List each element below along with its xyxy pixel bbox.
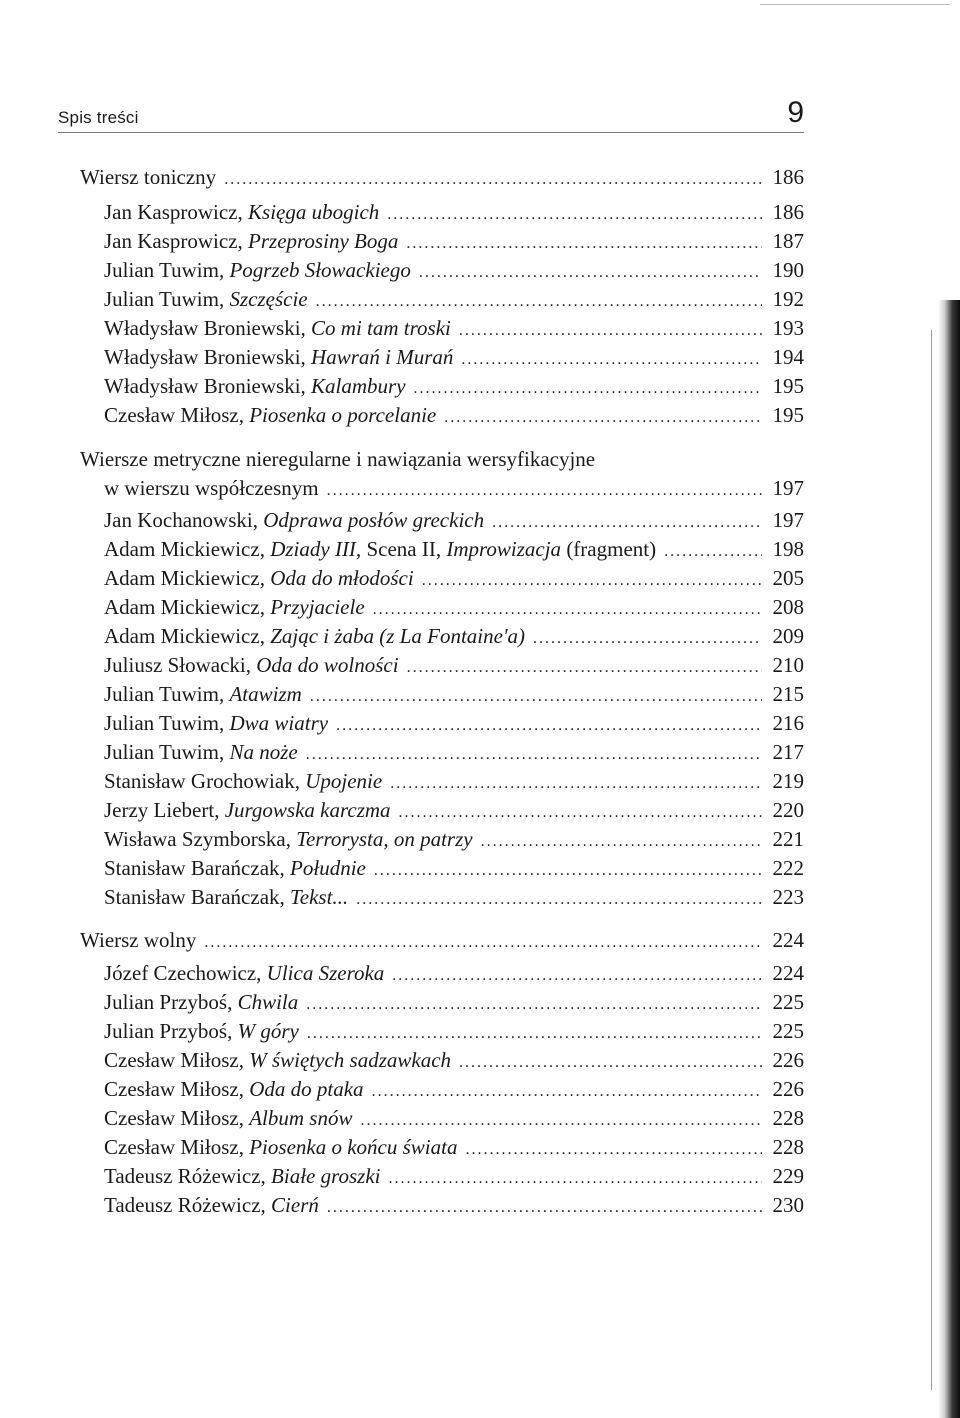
book-spine-shadow — [938, 300, 960, 1418]
toc-entry: Julian Tuwim, Dwa wiatry ..... 216 — [104, 708, 804, 738]
toc-entry: Tadeusz Różewicz, Białe groszki ..... 229 — [104, 1161, 804, 1191]
page-ref: 221 — [772, 827, 804, 851]
page-ref: 226 — [772, 1048, 804, 1072]
toc-entry: Władysław Broniewski, Co mi tam troski ..... 193 — [104, 313, 804, 343]
dot-leader — [356, 885, 762, 915]
page-ref: 225 — [772, 1019, 804, 1043]
toc-entry: Jerzy Liebert, Jurgowska karczma ..... 220 — [104, 795, 804, 825]
page-ref: 215 — [772, 682, 804, 706]
toc-entry: Juliusz Słowacki, Oda do wolności ..... 210 — [104, 650, 804, 680]
toc-entry: Czesław Miłosz, Album snów ..... 228 — [104, 1103, 804, 1133]
toc-entry: Julian Przyboś, Chwila ..... 225 — [104, 987, 804, 1017]
toc-entry: Czesław Miłosz, Piosenka o porcelanie ..... 195 — [104, 400, 804, 430]
running-head-title: Spis treści — [58, 108, 139, 127]
page-ref: 216 — [772, 711, 804, 735]
page-ref: 205 — [772, 566, 804, 590]
toc-entry: Władysław Broniewski, Hawrań i Murań ..... 194 — [104, 342, 804, 372]
page-ref: 223 — [772, 885, 804, 909]
section-heading-line2: w wierszu współczesnym ..... 197 — [104, 473, 804, 503]
toc-entry: Władysław Broniewski, Kalambury ..... 195 — [104, 371, 804, 401]
dot-leader — [224, 165, 762, 195]
page-ref: 229 — [772, 1164, 804, 1188]
dot-leader — [444, 403, 762, 433]
dot-leader — [204, 928, 762, 958]
toc-entry: Jan Kasprowicz, Przeprosiny Boga ..... 187 — [104, 226, 804, 256]
page-ref: 208 — [772, 595, 804, 619]
page-ref: 224 — [772, 961, 804, 985]
page-ref: 226 — [772, 1077, 804, 1101]
page-ref: 193 — [772, 316, 804, 340]
page-ref: 210 — [772, 653, 804, 677]
page-number: 9 — [787, 96, 804, 129]
page-ref: 222 — [772, 856, 804, 880]
toc-entry: Stanisław Grochowiak, Upojenie ..... 219 — [104, 766, 804, 796]
section-heading: Wiersz wolny ..... 224 — [80, 925, 804, 955]
toc-entry: Julian Tuwim, Atawizm ..... 215 — [104, 679, 804, 709]
toc-entry: Julian Przyboś, W góry ..... 225 — [104, 1016, 804, 1046]
toc-entry: Julian Tuwim, Szczęście ..... 192 — [104, 284, 804, 314]
page-ref: 197 — [772, 476, 804, 500]
toc-entry: Czesław Miłosz, Oda do ptaka ..... 226 — [104, 1074, 804, 1104]
page-ref: 192 — [772, 287, 804, 311]
page-ref: 198 — [772, 537, 804, 561]
page-ref: 186 — [772, 200, 804, 224]
page-fold-line — [931, 330, 932, 1390]
section-heading-line1: Wiersze metryczne nieregularne i nawiązania wersyfikacyjne — [80, 447, 596, 471]
page-ref: 219 — [772, 769, 804, 793]
section-heading: Wiersz toniczny ..... 186 — [80, 162, 804, 192]
dot-leader — [327, 476, 762, 506]
toc-entry: Adam Mickiewicz, Zając i żaba (z La Fontaine'a) ..... 209 — [104, 621, 804, 651]
dot-leader — [327, 1193, 762, 1223]
toc-entry: Wisława Szymborska, Terrorysta, on patrzy ..... 221 — [104, 824, 804, 854]
toc-entry: Stanisław Barańczak, Tekst... ..... 223 — [104, 882, 804, 912]
toc-entry: Stanisław Barańczak, Południe ..... 222 — [104, 853, 804, 883]
page-ref: 195 — [772, 374, 804, 398]
page-ref: 186 — [772, 165, 804, 189]
page-ref: 194 — [772, 345, 804, 369]
page-ref: 225 — [772, 990, 804, 1014]
toc-entry: Julian Tuwim, Pogrzeb Słowackiego ..... 190 — [104, 255, 804, 285]
page-ref: 209 — [772, 624, 804, 648]
toc-entry: Czesław Miłosz, W świętych sadzawkach ..... 226 — [104, 1045, 804, 1075]
running-head — [58, 96, 804, 133]
toc-entry: Józef Czechowicz, Ulica Szeroka ..... 224 — [104, 958, 804, 988]
page-ref: 224 — [772, 928, 804, 952]
scan-edge — [760, 4, 950, 5]
toc-entry: Jan Kochanowski, Odprawa posłów greckich ..... 197 — [104, 505, 804, 535]
page-ref: 220 — [772, 798, 804, 822]
page-ref: 230 — [772, 1193, 804, 1217]
toc-entry: Adam Mickiewicz, Oda do młodości ..... 205 — [104, 563, 804, 593]
page-ref: 228 — [772, 1135, 804, 1159]
toc-entry: Adam Mickiewicz, Dziady III, Scena II, Improwizacja (fragment) ..... 198 — [104, 534, 804, 564]
page-ref: 197 — [772, 508, 804, 532]
page-ref: 190 — [772, 258, 804, 282]
toc-entry: Adam Mickiewicz, Przyjaciele ..... 208 — [104, 592, 804, 622]
page-ref: 217 — [772, 740, 804, 764]
page-ref: 187 — [772, 229, 804, 253]
toc-entry: Jan Kasprowicz, Księga ubogich ..... 186 — [104, 197, 804, 227]
toc-entry: Julian Tuwim, Na noże ..... 217 — [104, 737, 804, 767]
toc-entry: Tadeusz Różewicz, Cierń ..... 230 — [104, 1190, 804, 1220]
page-ref: 195 — [772, 403, 804, 427]
page-ref: 228 — [772, 1106, 804, 1130]
toc-entry: Czesław Miłosz, Piosenka o końcu świata ..... 228 — [104, 1132, 804, 1162]
